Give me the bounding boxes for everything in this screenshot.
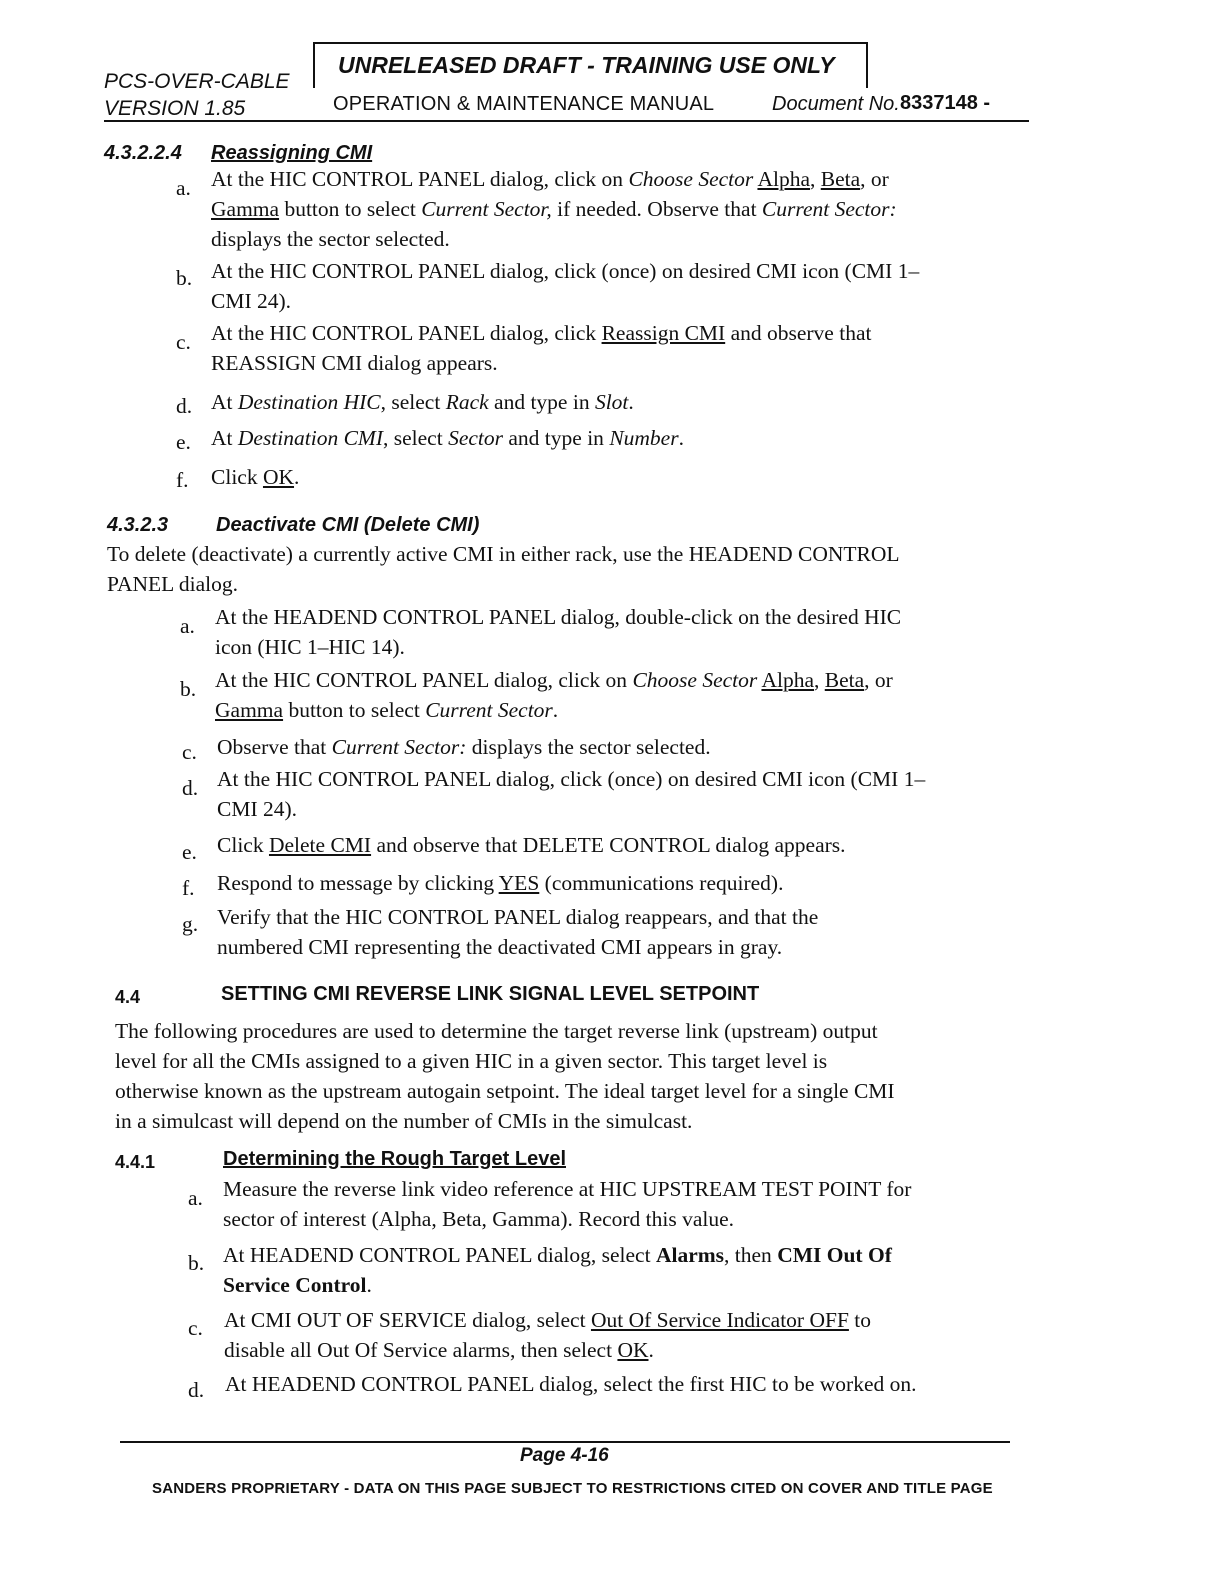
- list-letter: d.: [188, 1378, 205, 1402]
- section-number: 4.4.1: [115, 1152, 156, 1172]
- proprietary-notice: SANDERS PROPRIETARY - DATA ON THIS PAGE SUBJECT TO RESTRICTIONS CITED ON COVER AND TITLE PAGE: [152, 1480, 993, 1497]
- list-item: At the HIC CONTROL PANEL dialog, click (once) on desired CMI icon (CMI 1– CMI 24).: [211, 259, 920, 313]
- list-letter: a.: [176, 176, 191, 200]
- list-letter: a.: [188, 1186, 203, 1210]
- header-doc-label: Document No.: [772, 93, 900, 115]
- section-intro: To delete (deactivate) a currently active CMI in either rack, use the HEADEND CONTROL PANEL dialog.: [107, 542, 900, 596]
- section-title: Determining the Rough Target Level: [223, 1148, 566, 1170]
- header-version: VERSION 1.85: [104, 97, 246, 120]
- section-title: Deactivate CMI (Delete CMI): [216, 514, 480, 536]
- list-item: At CMI OUT OF SERVICE dialog, select Out Of Service Indicator OFF to disable all Out Of Service alarms, then select OK.: [224, 1308, 872, 1362]
- list-item: Click OK.: [211, 465, 300, 489]
- list-letter: e.: [176, 430, 191, 454]
- list-letter: g.: [182, 912, 199, 936]
- list-letter: d.: [182, 776, 199, 800]
- list-item: Respond to message by clicking YES (communications required).: [217, 871, 784, 895]
- list-item: At the HIC CONTROL PANEL dialog, click (once) on desired CMI icon (CMI 1– CMI 24).: [217, 767, 926, 821]
- list-letter: d.: [176, 394, 193, 418]
- list-item: At the HIC CONTROL PANEL dialog, click Reassign CMI and observe that REASSIGN CMI dialog appears.: [211, 321, 872, 375]
- section-number: 4.4: [115, 987, 141, 1007]
- list-letter: e.: [182, 840, 197, 864]
- list-item: At HEADEND CONTROL PANEL dialog, select the first HIC to be worked on.: [225, 1372, 917, 1396]
- section-title: Reassigning CMI: [211, 142, 373, 164]
- list-letter: c.: [182, 740, 197, 764]
- section-paragraph: The following procedures are used to determine the target reverse link (upstream) output level for all the CMIs assigned to a given HIC in a given sector. This target level is otherwise known as the upstream autogain setpoint. The ideal target level for a single CMI in a simulcast will depend on the number of CMIs in the simulcast.: [115, 1019, 895, 1133]
- list-item: Measure the reverse link video reference at HIC UPSTREAM TEST POINT for sector of interest (Alpha, Beta, Gamma). Record this value.: [223, 1177, 912, 1231]
- list-item: At the HIC CONTROL PANEL dialog, click on Choose Sector Alpha, Beta, or Gamma button to select Current Sector.: [215, 668, 893, 722]
- list-item: At Destination CMI, select Sector and type in Number.: [211, 426, 684, 450]
- list-letter: b.: [188, 1251, 205, 1275]
- list-item: At the HIC CONTROL PANEL dialog, click on Choose Sector Alpha, Beta, or Gamma button to select Current Sector, if needed. Observe that Current Sector: displays the sector selected.: [211, 167, 897, 251]
- list-item: At HEADEND CONTROL PANEL dialog, select Alarms, then CMI Out Of Service Control.: [223, 1243, 892, 1297]
- header-product: PCS-OVER-CABLE: [104, 70, 290, 93]
- list-letter: c.: [176, 330, 191, 354]
- list-item: Verify that the HIC CONTROL PANEL dialog reappears, and that the numbered CMI representing the deactivated CMI appears in gray.: [217, 905, 819, 959]
- section-number: 4.3.2.2.4: [104, 142, 182, 164]
- page-number: Page 4-16: [520, 1445, 609, 1466]
- list-item: Click Delete CMI and observe that DELETE CONTROL dialog appears.: [217, 833, 846, 857]
- list-item: Observe that Current Sector: displays the sector selected.: [217, 735, 711, 759]
- list-letter: f.: [182, 876, 195, 900]
- footer-rule: [120, 1441, 1010, 1443]
- list-letter: f.: [176, 468, 189, 492]
- header-manual-title: OPERATION & MAINTENANCE MANUAL: [333, 93, 715, 115]
- section-title: SETTING CMI REVERSE LINK SIGNAL LEVEL SETPOINT: [221, 983, 760, 1005]
- list-item: At Destination HIC, select Rack and type in Slot.: [211, 390, 634, 414]
- section-number: 4.3.2.3: [107, 514, 169, 536]
- list-letter: b.: [180, 677, 197, 701]
- list-letter: b.: [176, 266, 193, 290]
- header-doc-number: 8337148 -: [900, 92, 991, 114]
- list-letter: c.: [188, 1316, 203, 1340]
- draft-notice: UNRELEASED DRAFT - TRAINING USE ONLY: [338, 52, 835, 78]
- header-rule: [104, 120, 1029, 122]
- list-item: At the HEADEND CONTROL PANEL dialog, double-click on the desired HIC icon (HIC 1–HIC 14).: [215, 605, 902, 659]
- list-letter: a.: [180, 614, 195, 638]
